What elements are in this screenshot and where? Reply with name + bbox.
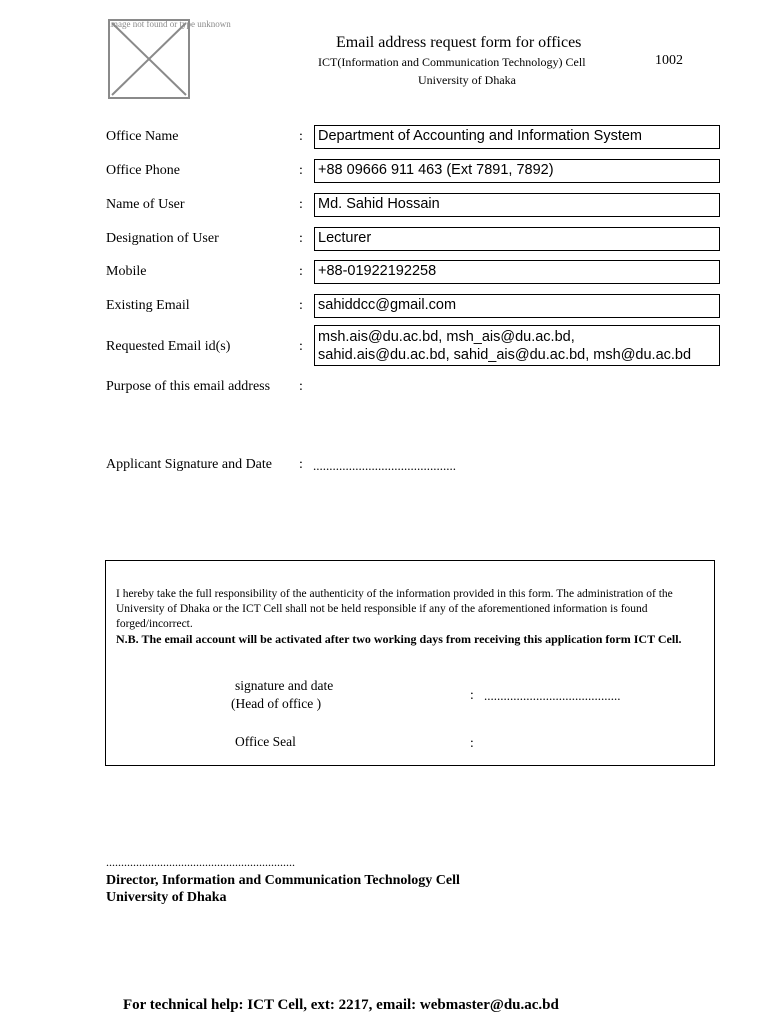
colon: : (299, 298, 303, 313)
requested-email-field[interactable] (314, 325, 720, 366)
mobile-label: Mobile (106, 264, 147, 279)
colon: : (299, 264, 303, 279)
colon: : (299, 339, 303, 354)
colon: : (299, 457, 303, 472)
user-name-label: Name of User (106, 197, 185, 212)
existing-email-label: Existing Email (106, 298, 190, 313)
office-phone-field[interactable]: +88 09666 911 463 (Ext 7891, 7892) (314, 159, 720, 183)
technical-help-note: For technical help: ICT Cell, ext: 2217, email: webmaster@du.ac.bd (123, 997, 559, 1013)
director-signature-line: ............................................................... (106, 855, 295, 869)
applicant-signature-line: ............................................ (313, 458, 456, 473)
colon: : (299, 129, 303, 144)
purpose-label: Purpose of this email address (106, 379, 271, 394)
colon: : (299, 231, 303, 246)
designation-label: Designation of User (106, 231, 219, 246)
activation-note: N.B. The email account will be activated after two working days from receiving this application form ICT Cell. (116, 632, 682, 646)
office-name-label: Office Name (106, 129, 179, 144)
head-signature-label: signature and date (235, 678, 334, 693)
requested-email-line-2: sahid.ais@du.ac.bd, sahid_ais@du.ac.bd, msh@du.ac.bd (318, 347, 692, 363)
declaration-text-block (116, 587, 708, 647)
colon: : (470, 735, 474, 750)
university-name: University of Dhaka (418, 73, 516, 87)
requested-email-label: Requested Email id(s) (106, 339, 231, 354)
broken-image-icon (110, 21, 188, 97)
declaration-text: I hereby take the full responsibility of the authenticity of the information provided in this form. The administration of the University of Dhaka or the ICT Cell shall not be held responsible if any of the aforementioned information is found forged/incorrect. (116, 588, 673, 630)
office-name-field[interactable]: Department of Accounting and Information System (314, 125, 720, 149)
form-number: 1002 (655, 53, 683, 68)
colon: : (299, 379, 303, 394)
colon: : (299, 197, 303, 212)
existing-email-field[interactable]: sahiddcc@gmail.com (314, 294, 720, 318)
user-name-field[interactable]: Md. Sahid Hossain (314, 193, 720, 217)
head-of-office-label: (Head of office ) (231, 696, 322, 711)
requested-email-line-1: msh.ais@du.ac.bd, msh_ais@du.ac.bd, (318, 329, 575, 345)
office-phone-label: Office Phone (106, 163, 180, 178)
logo-alt-text: Image not found or type unknown (108, 19, 231, 29)
director-university: University of Dhaka (106, 890, 227, 905)
form-subtitle: ICT(Information and Communication Technology) Cell (318, 55, 586, 69)
colon: : (299, 163, 303, 178)
designation-field[interactable]: Lecturer (314, 227, 720, 251)
office-seal-label: Office Seal (235, 734, 296, 749)
colon: : (470, 687, 474, 702)
logo-placeholder-image (108, 19, 190, 99)
head-signature-line: .......................................... (484, 688, 621, 703)
applicant-signature-label: Applicant Signature and Date (106, 457, 273, 472)
mobile-field[interactable]: +88-01922192258 (314, 260, 720, 284)
form-title: Email address request form for offices (336, 34, 582, 51)
director-title: Director, Information and Communication Technology Cell (106, 873, 460, 888)
